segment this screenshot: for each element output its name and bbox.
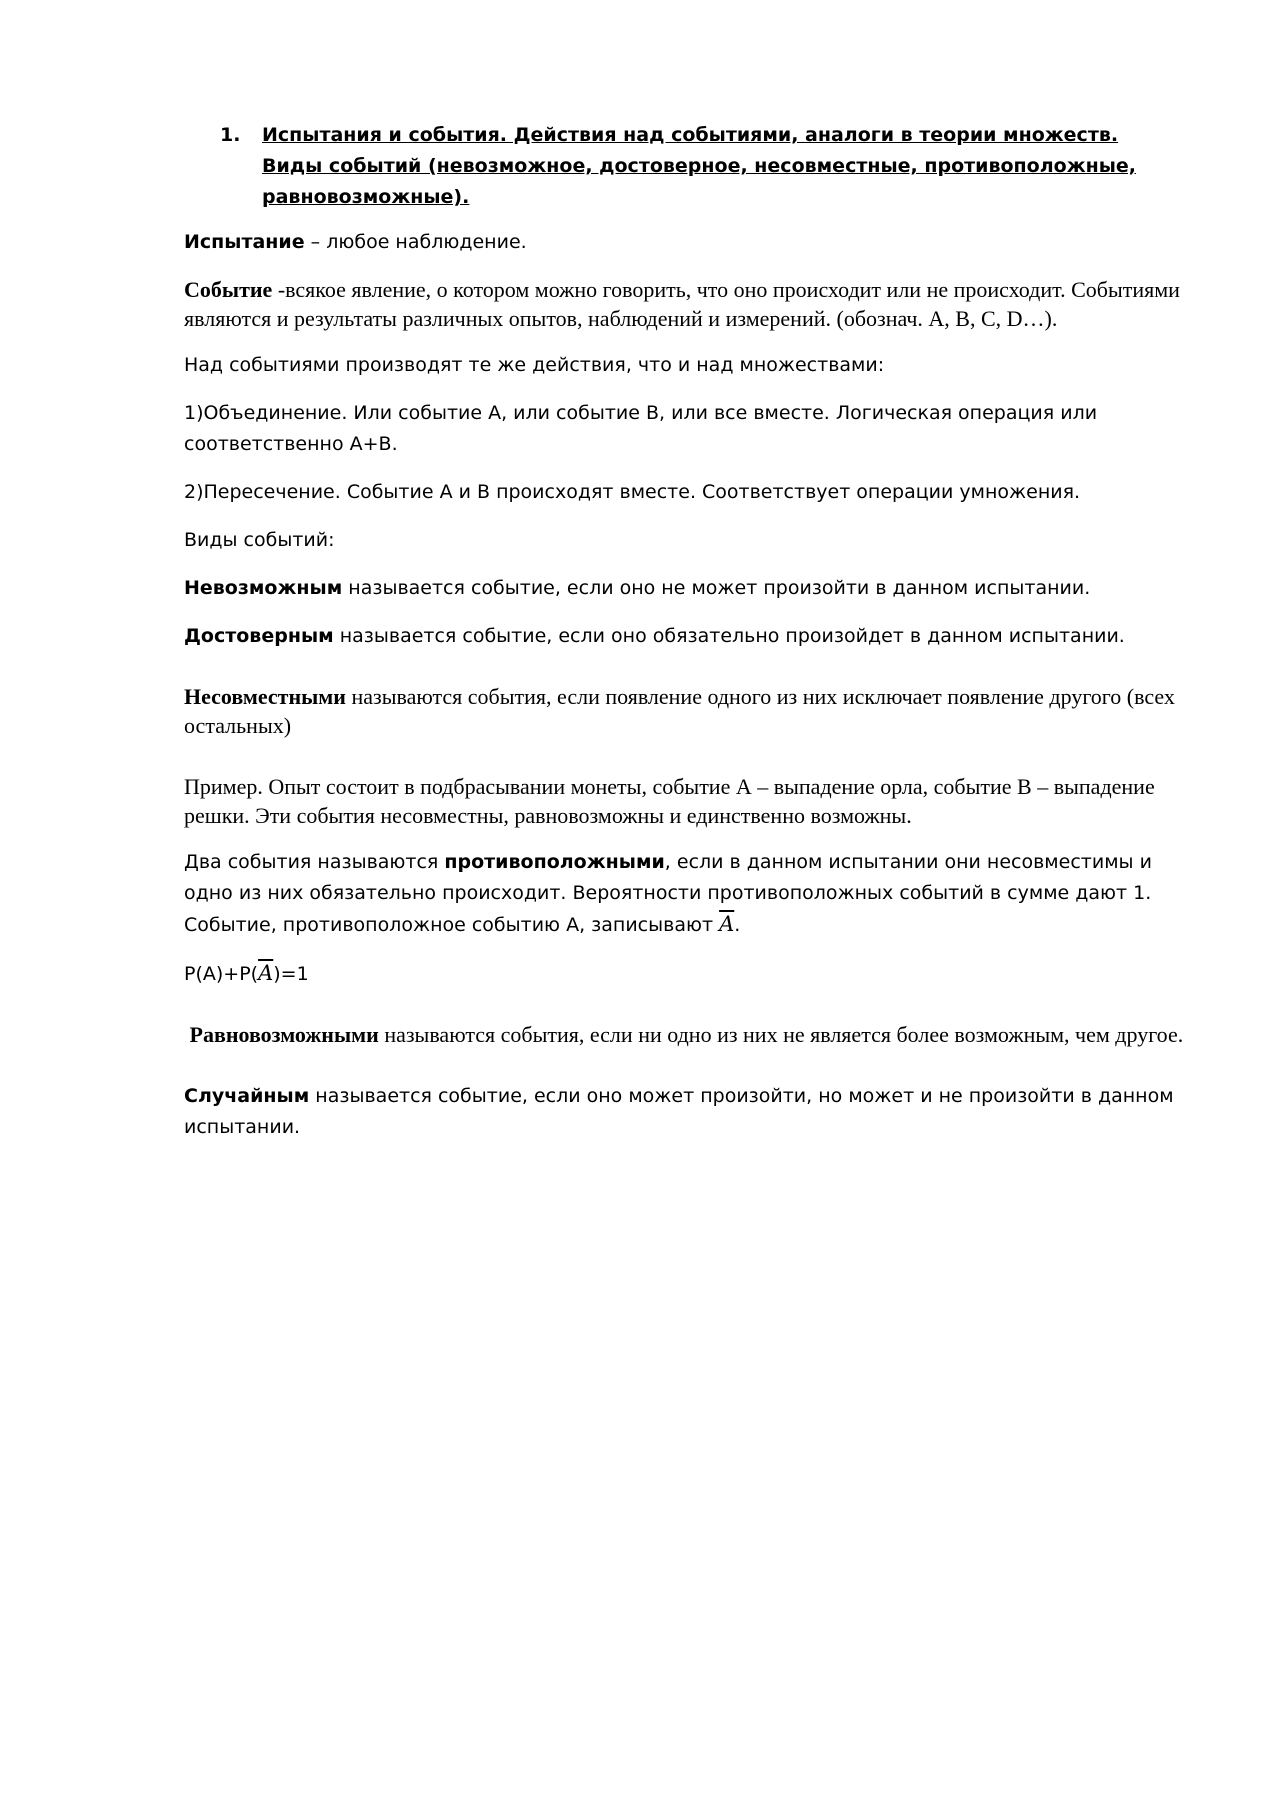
- section-heading: [184, 120, 1194, 213]
- paragraph-operations-intro: Над событиями производят те же действия, что и над множествами:: [184, 354, 885, 376]
- term-impossible: Невозможным: [184, 577, 343, 599]
- paragraph-opposite: [184, 847, 1194, 941]
- term-incompatible: Несовместными: [184, 684, 346, 709]
- paragraph-event-types: Виды событий:: [184, 529, 335, 551]
- paragraph-example: Пример. Опыт состоит в подбрасывании монеты, событие А – выпадение орла, событие В – выпадение решки. Эти события несовместны, равновозможны и единственно возможны.: [184, 774, 1155, 828]
- paragraph-trial-definition: [184, 227, 1194, 258]
- term-certain: Достоверным: [184, 625, 334, 647]
- opposite-text-end: .: [734, 914, 741, 936]
- event-definition-text: -всякое явление, о котором можно говорить, что оно происходит или не происходит. Событиями являются и результаты различных опытов, наблюдений и измерений. (обознач. A, B, C, D…).: [184, 277, 1180, 331]
- heading-number: 1.: [220, 124, 241, 146]
- formula-probability-sum: [184, 958, 1194, 990]
- term-opposite: противоположными: [444, 851, 665, 873]
- paragraph-impossible: [184, 573, 1194, 604]
- paragraph-intersection: 2)Пересечение. Событие А и В происходят вместе. Соответствует операции умножения.: [184, 481, 1081, 503]
- formula-complement-symbol: $\overline{A}$: [258, 961, 274, 985]
- complement-symbol: $\overline{A}$: [719, 912, 735, 936]
- heading-text: Испытания и события. Действия над событиями, аналоги в теории множеств. Виды событий (невозможное, достоверное, несовместные, противоположные, равновозможные).: [262, 124, 1137, 208]
- trial-definition-text: – любое наблюдение.: [304, 231, 527, 253]
- term-trial: Испытание: [184, 231, 305, 253]
- paragraph-incompatible: [184, 682, 1194, 740]
- term-event: Событие: [184, 277, 273, 302]
- paragraph-random: [184, 1081, 1194, 1143]
- certain-definition-text: называется событие, если оно обязательно произойдет в данном испытании.: [333, 625, 1125, 647]
- incompatible-definition-text: называются события, если появление одного из них исключает появление другого (всех остальных): [184, 684, 1175, 738]
- paragraph-equiprobable: [184, 1020, 1194, 1049]
- document-page: [184, 120, 1194, 1160]
- random-definition-text: называется событие, если оно может произойти, но может и не произойти в данном испытании.: [184, 1085, 1174, 1138]
- formula-after: )=1: [273, 963, 309, 985]
- paragraph-certain: [184, 621, 1194, 652]
- term-equiprobable: Равновозможными: [184, 1022, 379, 1047]
- impossible-definition-text: называется событие, если оно не может произойти в данном испытании.: [342, 577, 1091, 599]
- paragraph-event-definition: [184, 275, 1194, 333]
- term-random: Случайным: [184, 1085, 310, 1107]
- formula-before: P(A)+P(: [184, 963, 259, 985]
- equiprobable-definition-text: называются события, если ни одно из них не является более возможным, чем другое.: [378, 1022, 1184, 1047]
- paragraph-union: 1)Объединение. Или событие А, или событие В, или все вместе. Логическая операция или соответственно А+В.: [184, 402, 1098, 455]
- opposite-text-before: Два события называются: [184, 851, 445, 873]
- opposite-text-after: , если в данном испытании они несовместимы и одно из них обязательно происходит. Вероятности противоположных событий в сумме дают 1. Событие, противоположное событию А, записывают: [184, 851, 1152, 936]
